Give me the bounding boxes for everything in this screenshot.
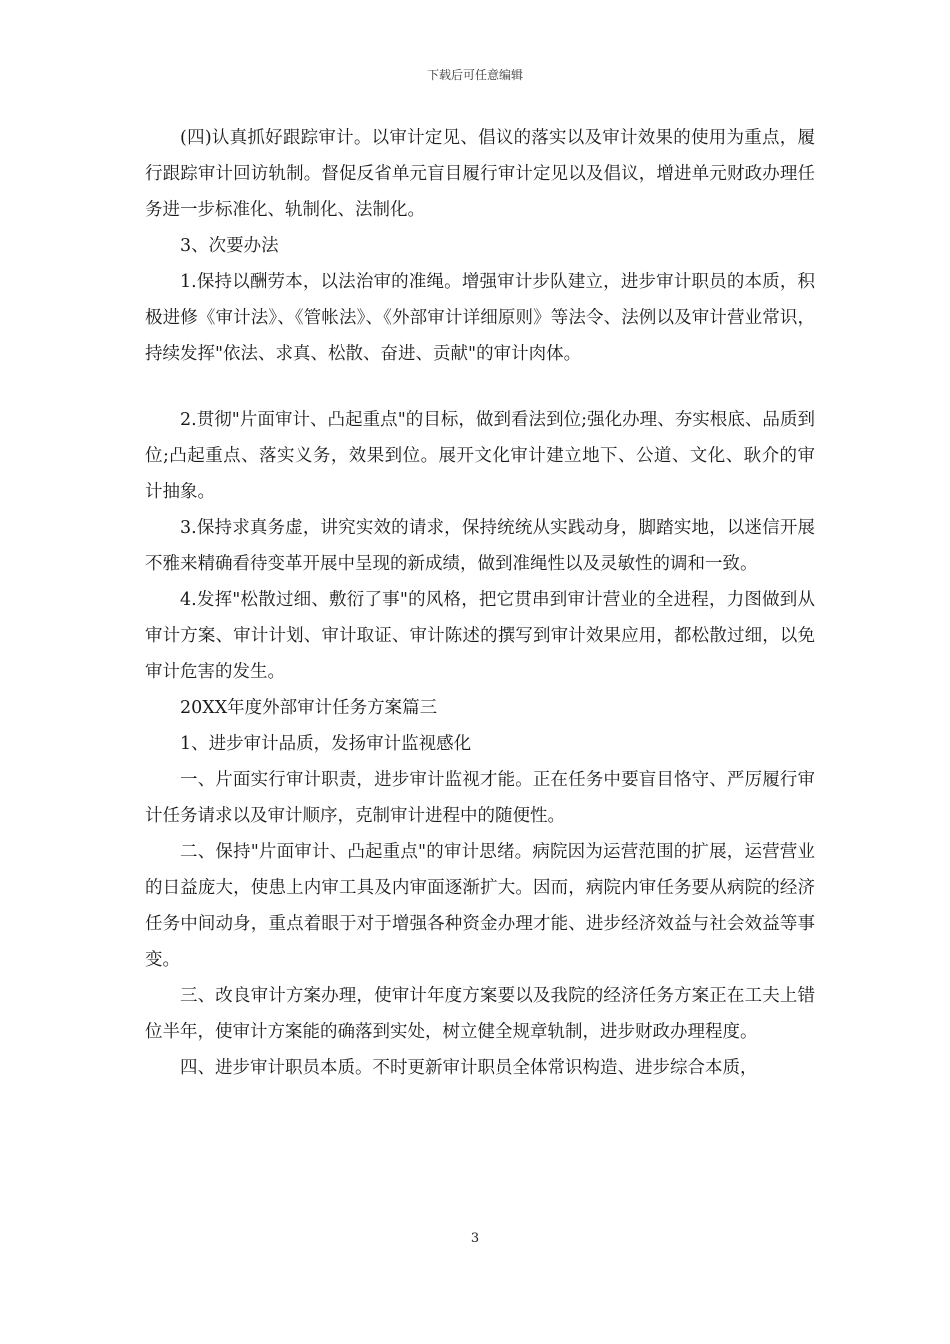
paragraph-item-1: 一、片面实行审计职责，进步审计监视才能。正在任务中要盲目恪守、严厉履行审计任务请求以及审计顺序，克制审计进程中的随便性。	[145, 770, 815, 826]
paragraph-measure-2: 2.贯彻"片面审计、凸起重点"的目标，做到看法到位;强化办理、夯实根底、品质到位;凸起重点、落实义务，效果到位。展开文化审计建立地下、公道、文化、耿介的审计抽象。	[145, 410, 815, 502]
section-heading-main-measures: 3、次要办法	[180, 236, 279, 256]
paragraph-item-3: 三、改良审计方案办理，使审计年度方案要以及我院的经济任务方案正在工夫上错位半年，使审计方案能的确落到实处，树立健全规章轨制，进步财政办理程度。	[145, 986, 815, 1042]
paragraph-measure-3: 3.保持求真务虚，讲究实效的请求，保持统统从实践动身，脚踏实地，以迷信开展不雅来精确看待变革开展中呈现的新成绩，做到准绳性以及灵敏性的调和一致。	[145, 518, 815, 574]
paragraph-measure-4: 4.发挥"松散过细、敷衍了事"的风格，把它贯串到审计营业的全进程，力图做到从审计方案、审计计划、审计取证、审计陈述的撰写到审计效果应用，都松散过细，以免审计危害的发生。	[145, 590, 815, 682]
page-number: 3	[470, 1231, 480, 1246]
paragraph-item-4: 四、进步审计职员本质。不时更新审计职员全体常识构造、进步综合本质，	[180, 1058, 758, 1078]
section-title-plan-3: 20XX年度外部审计任务方案篇三	[180, 698, 438, 718]
paragraph-item-2: 二、保持"片面审计、凸起重点"的审计思绪。病院因为运营范围的扩展，运营营业的日益庞大，使患上内审工具及内审面逐渐扩大。因而，病院内审任务要从病院的经济任务中间动身，重点着眼于对于增强各种资金办理才能、进步经济效益与社会效益等事变。	[145, 842, 815, 970]
paragraph-tracking-audit: (四)认真抓好跟踪审计。以审计定见、倡议的落实以及审计效果的使用为重点，履行跟踪审计回访轨制。督促反省单元盲目履行审计定见以及倡议，增进单元财政办理任务进一步标准化、轨制化、法制化。	[145, 128, 815, 220]
page-header: 下载后可任意编辑	[426, 68, 523, 82]
document-body	[145, 120, 815, 1086]
paragraph-measure-1: 1.保持以酬劳本，以法治审的准绳。增强审计步队建立，进步审计职员的本质，积极进修《审计法》、《管帐法》、《外部审计详细原则》等法令、法例以及审计营业常识，持续发挥"依法、求真、松散、奋进、贡献"的审计肉体。	[145, 272, 815, 364]
section-heading-improve-quality: 1、进步审计品质，发扬审计监视感化	[180, 734, 472, 754]
